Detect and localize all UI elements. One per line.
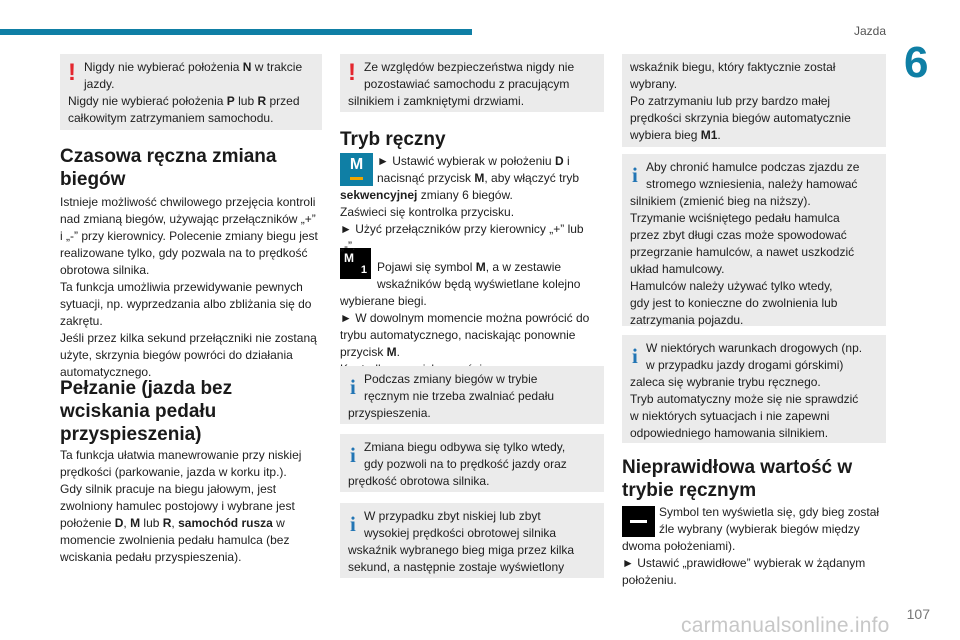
info-box-engine-braking: i Aby chronić hamulce podczas zjazdu ze stromego wzniesienia, należy hamować silnikiem (zmienić bieg na niższy). Trzymanie wciśniętego pedału hamulca przez zbyt długi czas może spowodować przegrzanie hamulców, a nawet uszkodzić układ hamulcowy. Hamulców należy używać tylko wtedy, gdy jest to konieczne do zwolnienia lub zatrzymania pojazdu. bbox=[622, 154, 886, 326]
info-icon: i bbox=[350, 443, 356, 467]
m-button-icon: M bbox=[340, 153, 373, 186]
warning-box-gear-selection bbox=[60, 54, 322, 130]
info-icon: i bbox=[632, 163, 638, 187]
heading-creep: Pełzanie (jazda bez wciskania pedału przyspieszenia) bbox=[60, 378, 233, 445]
heading-manual-mode: Tryb ręczny bbox=[340, 129, 446, 150]
section-title: Jazda bbox=[853, 24, 886, 38]
info-box-no-release: i Podczas zmiany biegów w trybie ręcznym nie trzeba zwalniać pedału przyspieszenia. bbox=[340, 366, 604, 424]
header-accent-bar bbox=[0, 29, 472, 35]
info-icon: i bbox=[350, 512, 356, 536]
warning-icon: ! bbox=[348, 59, 356, 86]
paragraph-creep: Ta funkcja ułatwia manewrowanie przy niskiej prędkości (parkowanie, jazda w korku itp.). Gdy silnik pracuje na biegu jałowym, jest zwolniony hamulec postojowy i wybrane jest położenie D, M lub R, samochód rusza w momencie zwolnienia pedału hamulca (bez wciskania pedału przyspieszenia). bbox=[60, 448, 302, 564]
warning-text: Nigdy nie wybierać położenia P lub R przed całkowitym zatrzymaniem samochodu. bbox=[68, 94, 300, 125]
info-box-gear-change: i Zmiana biegu odbywa się tylko wtedy, gdy pozwoli na to prędkość jazdy oraz prędkość obrotowa silnika. bbox=[340, 434, 604, 492]
info-box-rpm: i W przypadku zbyt niskiej lub zbyt wysokiej prędkości obrotowej silnika wskaźnik wybranego bieg miga przez kilka sekund, a następnie zostaje wyświetlony bbox=[340, 503, 604, 578]
info-box-continued: wskaźnik biegu, który faktycznie został wybrany. Po zatrzymaniu lub przy bardzo małej prędkości skrzynia biegów automatycznie wybiera bieg M1. bbox=[622, 54, 886, 147]
paragraph-temporary-manual: Istnieje możliwość chwilowego przejęcia kontroli nad zmianą biegów, używając przełączników „+” i „-” przy kierownicy. Polecenie zmiany biegu jest realizowane tylko, gdy pozwala na to prędkość obrotowa silnika. Ta funkcja umożliwia przewidywanie pewnych sytuacji, np. wyprzedzania albo zbliżania się do zakrętu. Jeśli przez kilka sekund przełączniki nie zostaną użyte, skrzynia biegów powróci do działania automatycznego. bbox=[60, 195, 318, 379]
info-icon: i bbox=[350, 375, 356, 399]
page-number: 107 bbox=[906, 606, 930, 622]
m1-indicator-icon: M 1 bbox=[340, 248, 371, 279]
warning-box-safety: ! Ze względów bezpieczeństwa nigdy nie pozostawiać samochodu z pracującym silnikiem i zamkniętymi drzwiami. bbox=[340, 54, 604, 112]
info-box-mountain-roads: i W niektórych warunkach drogowych (np. w przypadku jazdy drogami górskimi) zaleca się wybranie trybu ręcznego. Tryb automatyczny może się nie sprawdzić w niektórych sytuacjach i nie zapewni odpowiedniego hamowania silnikiem. bbox=[622, 335, 886, 443]
watermark-text: carmanualsonline.info bbox=[681, 614, 890, 637]
warning-icon: ! bbox=[68, 59, 76, 86]
warning-text: Nigdy nie wybierać położenia N w trakcie jazdy. bbox=[84, 60, 303, 91]
heading-invalid-value: Nieprawidłowa wartość w trybie ręcznym bbox=[622, 457, 853, 501]
heading-temporary-manual: Czasowa ręczna zmiana biegów bbox=[60, 146, 277, 190]
chapter-number: 6 bbox=[904, 38, 929, 87]
paragraph-invalid-value: Symbol ten wyświetla się, gdy bieg został źle wybrany (wybierak biegów między dwoma położeniami). ► Ustawić „prawidłowe” wybierak w żądanym położeniu. bbox=[622, 505, 880, 587]
info-icon: i bbox=[632, 344, 638, 368]
paragraph-manual-mode: ► Ustawić wybierak w położeniu D i nacisnąć przycisk M, aby włączyć tryb sekwencyjnej zmiany 6 biegów. Zaświeci się kontrolka przycisku. ► Użyć przełączników przy kierownicy „+” lub „-”. Pojawi się symbol M, a w zestawie wskaźników będą wyświetlane kolejno wybierane biegi. ► W dowolnym momencie można powrócić do trybu automatycznego, naciskając ponownie przycisk M. bbox=[340, 154, 590, 359]
